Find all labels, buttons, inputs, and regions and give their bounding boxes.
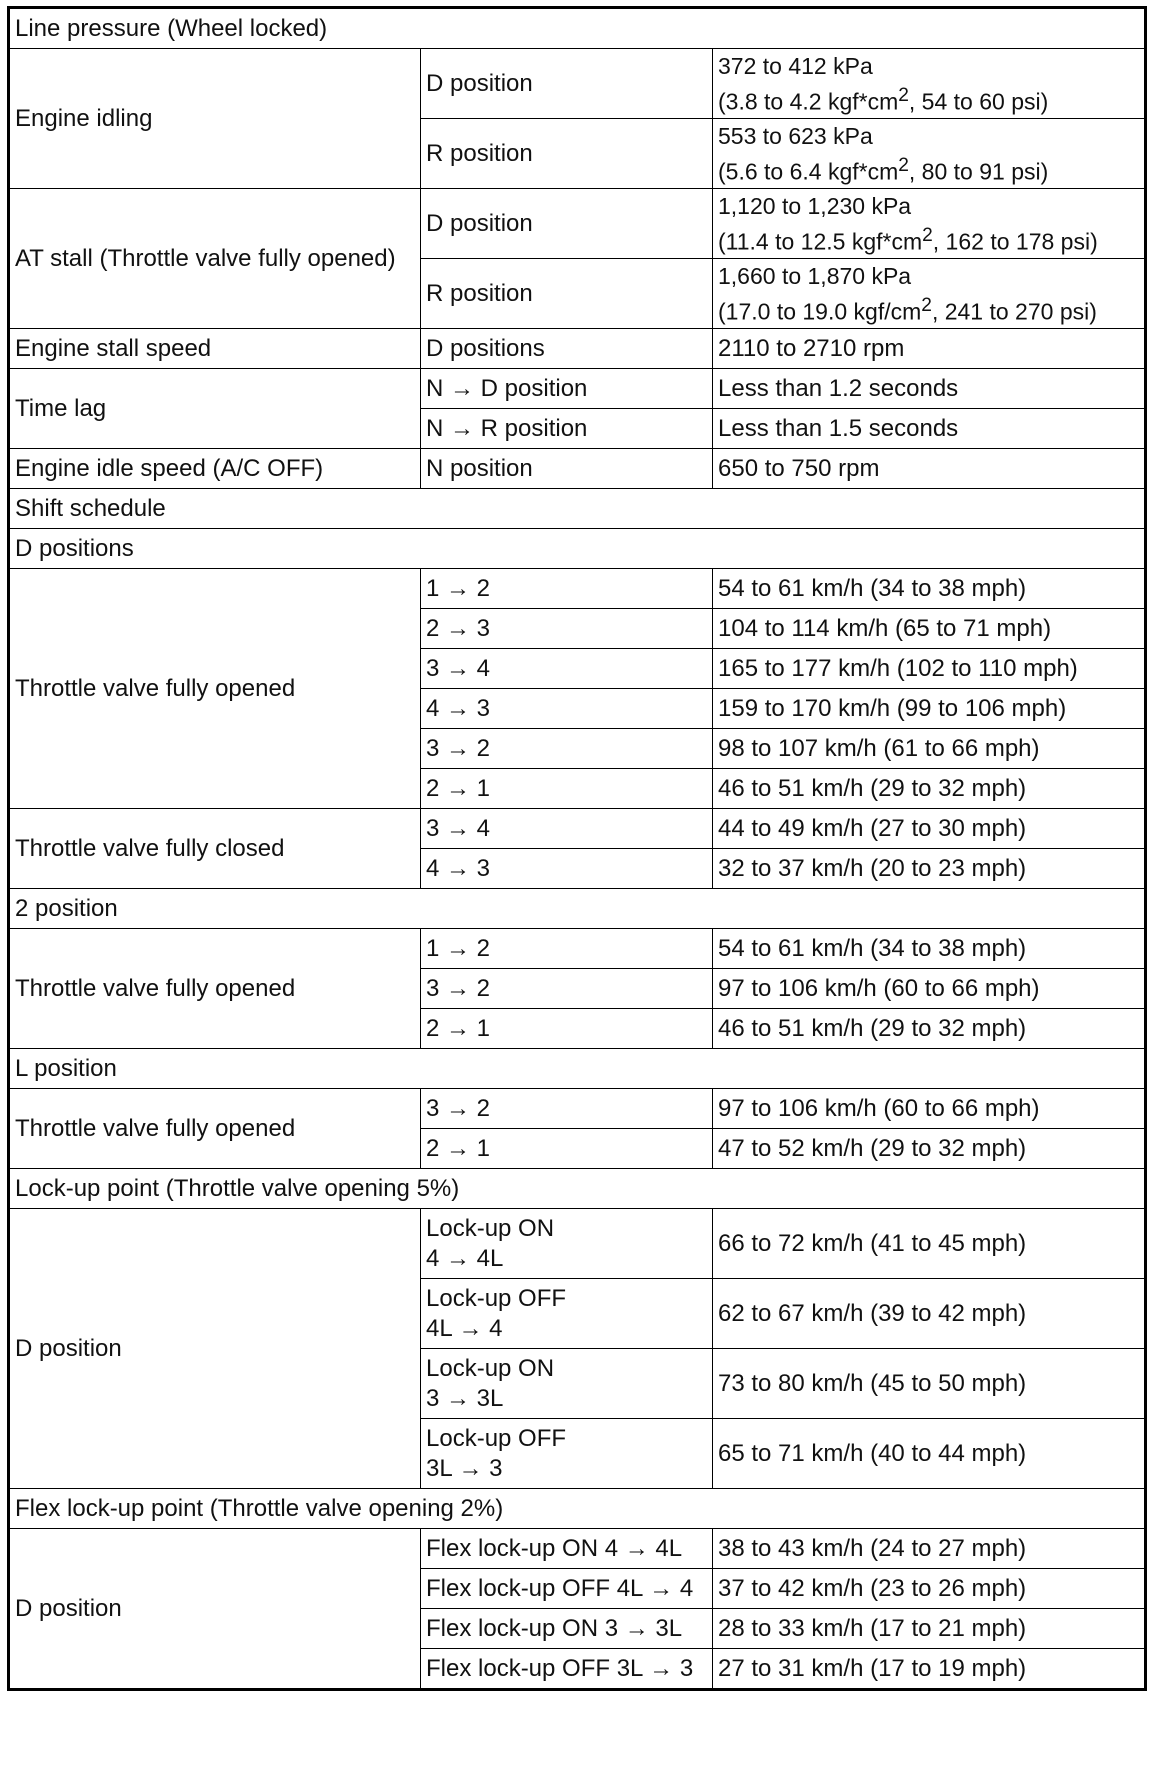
engine-idling-label: Engine idling [9, 49, 421, 189]
lockup-state: Lock-up ON [426, 1214, 555, 1242]
lockup-state: Lock-up ON [426, 1354, 555, 1382]
lockup-state: Lock-up OFF [426, 1284, 567, 1312]
position-cell: D positions [421, 329, 713, 369]
flex-shift-cell: Flex lock-up ON 4 → 4L [421, 1529, 713, 1569]
value-line: (5.6 to 6.4 $kgf*cm^2$, 80 to 91 psi) [718, 154, 1049, 185]
lockup-shift: 4 → 4L [426, 1244, 504, 1272]
shift-cell: 2 → 3 [421, 609, 713, 649]
shift-cell: 3 → 2 [421, 729, 713, 769]
value-cell: 97 to 106 km/h (60 to 66 mph) [713, 969, 1146, 1009]
lockup-d-position-label: D position [9, 1209, 421, 1489]
flex-shift-cell: Flex lock-up OFF 3L → 3 [421, 1649, 713, 1690]
value-line: 372 to 412 kPa [718, 52, 873, 79]
d-positions-heading: D positions [9, 529, 1146, 569]
flex-lockup-point-heading: Flex lock-up point (Throttle valve opening 2%) [9, 1489, 1146, 1529]
time-lag-label: Time lag [9, 369, 421, 449]
value-cell: 66 to 72 km/h (41 to 45 mph) [713, 1209, 1146, 1279]
value-cell: 73 to 80 km/h (45 to 50 mph) [713, 1349, 1146, 1419]
lockup-shift: 4L → 4 [426, 1314, 503, 1342]
value-line: (17.0 to 19.0 kgf/$cm^2$, 241 to 270 psi) [718, 294, 1097, 325]
position-cell: N → R position [421, 409, 713, 449]
value-cell: 32 to 37 km/h (20 to 23 mph) [713, 849, 1146, 889]
throttle-fully-opened-label: Throttle valve fully opened [9, 929, 421, 1049]
two-position-heading: 2 position [9, 889, 1146, 929]
value-line: (3.8 to 4.2 $kgf*cm^2$, 54 to 60 psi) [718, 84, 1049, 115]
value-cell: 165 to 177 km/h (102 to 110 mph) [713, 649, 1146, 689]
value-cell: 38 to 43 km/h (24 to 27 mph) [713, 1529, 1146, 1569]
value-cell [713, 49, 1146, 119]
position-cell: N → D position [421, 369, 713, 409]
throttle-fully-opened-label: Throttle valve fully opened [9, 569, 421, 809]
value-line: 1,660 to 1,870 kPa [718, 262, 912, 289]
line-pressure-heading: Line pressure (Wheel locked) [9, 8, 1146, 49]
value-cell: Less than 1.2 seconds [713, 369, 1146, 409]
value-cell [713, 189, 1146, 259]
position-cell: D position [421, 49, 713, 119]
value-cell: 2110 to 2710 rpm [713, 329, 1146, 369]
shift-schedule-heading: Shift schedule [9, 489, 1146, 529]
value-cell: 28 to 33 km/h (17 to 21 mph) [713, 1609, 1146, 1649]
value-cell: 650 to 750 rpm [713, 449, 1146, 489]
lockup-cell [421, 1279, 713, 1349]
flex-shift-cell: Flex lock-up ON 3 → 3L [421, 1609, 713, 1649]
value-cell: 159 to 170 km/h (99 to 106 mph) [713, 689, 1146, 729]
value-cell: 97 to 106 km/h (60 to 66 mph) [713, 1089, 1146, 1129]
value-cell: 27 to 31 km/h (17 to 19 mph) [713, 1649, 1146, 1690]
value-line: 1,120 to 1,230 kPa [718, 192, 912, 219]
shift-cell: 3 → 2 [421, 1089, 713, 1129]
value-cell: Less than 1.5 seconds [713, 409, 1146, 449]
shift-cell: 4 → 3 [421, 849, 713, 889]
value-cell [713, 119, 1146, 189]
value-cell: 98 to 107 km/h (61 to 66 mph) [713, 729, 1146, 769]
throttle-fully-opened-label: Throttle valve fully opened [9, 1089, 421, 1169]
superscript: 2 [898, 84, 909, 106]
flex-shift-cell: Flex lock-up OFF 4L → 4 [421, 1569, 713, 1609]
lockup-shift: 3L → 3 [426, 1454, 503, 1482]
value-cell: 46 to 51 km/h (29 to 32 mph) [713, 1009, 1146, 1049]
shift-cell: 2 → 1 [421, 1009, 713, 1049]
superscript: 2 [922, 224, 933, 246]
lockup-cell [421, 1209, 713, 1279]
shift-cell: 4 → 3 [421, 689, 713, 729]
value-cell: 44 to 49 km/h (27 to 30 mph) [713, 809, 1146, 849]
value-cell [713, 259, 1146, 329]
flex-lockup-d-position-label: D position [9, 1529, 421, 1690]
shift-cell: 3 → 4 [421, 809, 713, 849]
value-cell: 65 to 71 km/h (40 to 44 mph) [713, 1419, 1146, 1489]
superscript: 2 [921, 294, 932, 316]
shift-cell: 3 → 2 [421, 969, 713, 1009]
shift-cell: 2 → 1 [421, 769, 713, 809]
throttle-fully-closed-label: Throttle valve fully closed [9, 809, 421, 889]
lockup-cell [421, 1349, 713, 1419]
position-cell: R position [421, 119, 713, 189]
position-cell: N position [421, 449, 713, 489]
value-cell: 54 to 61 km/h (34 to 38 mph) [713, 569, 1146, 609]
value-cell: 37 to 42 km/h (23 to 26 mph) [713, 1569, 1146, 1609]
value-cell: 62 to 67 km/h (39 to 42 mph) [713, 1279, 1146, 1349]
l-position-heading: L position [9, 1049, 1146, 1089]
value-cell: 47 to 52 km/h (29 to 32 mph) [713, 1129, 1146, 1169]
position-cell: D position [421, 189, 713, 259]
lockup-point-heading: Lock-up point (Throttle valve opening 5%) [9, 1169, 1146, 1209]
lockup-cell [421, 1419, 713, 1489]
engine-stall-speed-label: Engine stall speed [9, 329, 421, 369]
value-cell: 54 to 61 km/h (34 to 38 mph) [713, 929, 1146, 969]
engine-idle-speed-label: Engine idle speed (A/C OFF) [9, 449, 421, 489]
superscript: 2 [898, 154, 909, 176]
lockup-shift: 3 → 3L [426, 1384, 504, 1412]
at-stall-label: AT stall (Throttle valve fully opened) [9, 189, 421, 329]
shift-cell: 1 → 2 [421, 569, 713, 609]
value-cell: 104 to 114 km/h (65 to 71 mph) [713, 609, 1146, 649]
shift-cell: 3 → 4 [421, 649, 713, 689]
value-line: 553 to 623 kPa [718, 122, 873, 149]
shift-cell: 2 → 1 [421, 1129, 713, 1169]
spec-table [7, 6, 1147, 1691]
shift-cell: 1 → 2 [421, 929, 713, 969]
value-line: (11.4 to 12.5 $kgf*cm^2$, 162 to 178 psi) [718, 224, 1098, 255]
value-cell: 46 to 51 km/h (29 to 32 mph) [713, 769, 1146, 809]
position-cell: R position [421, 259, 713, 329]
lockup-state: Lock-up OFF [426, 1424, 567, 1452]
